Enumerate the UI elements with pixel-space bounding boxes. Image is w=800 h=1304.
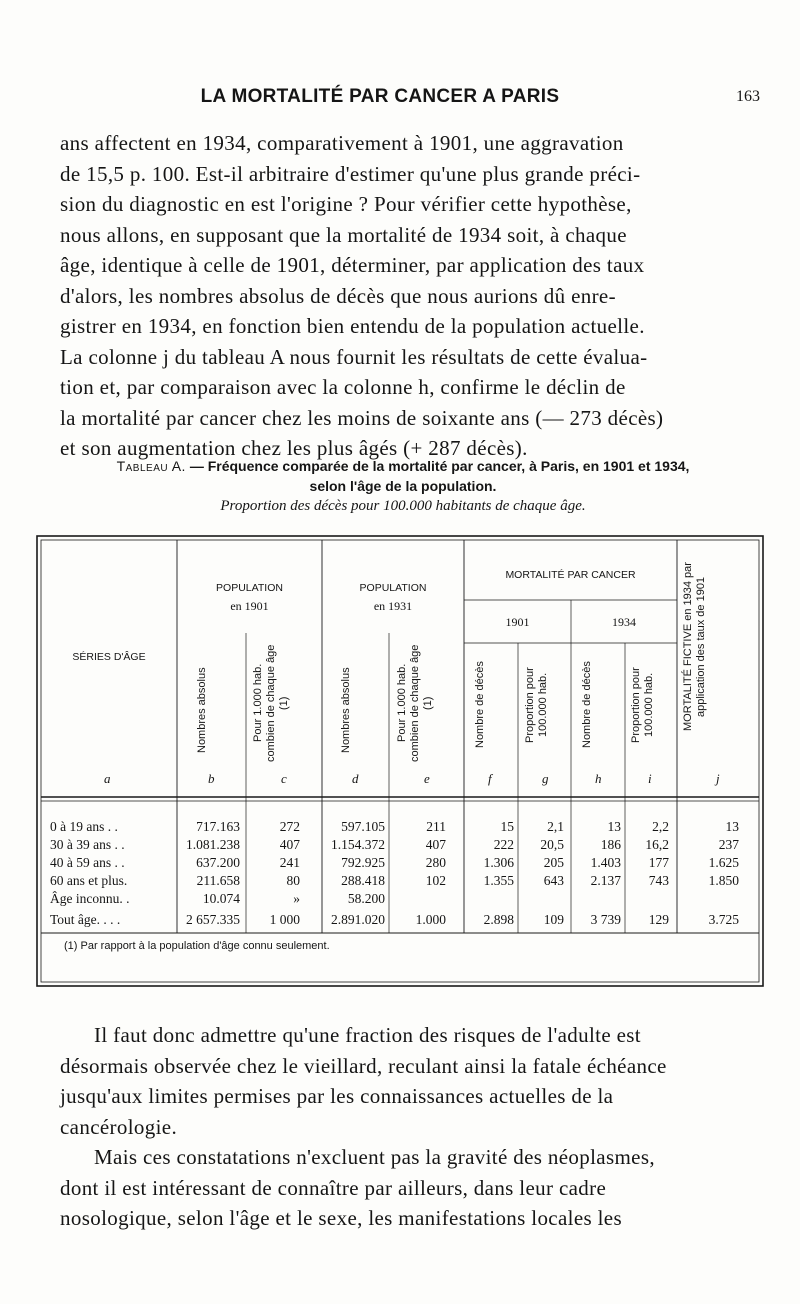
- text-line: gistrer en 1934, en fonction bien entendu de la population actuelle.: [60, 314, 645, 338]
- text-line: Mais ces constatations n'excluent pas la gravité des néoplasmes,: [94, 1145, 655, 1169]
- header-population-1931-year: en 1931: [373, 599, 413, 613]
- table-cell-d: 58.200: [347, 891, 385, 906]
- column-letter-i: i: [648, 771, 652, 786]
- caption-label: Tableau A.: [116, 458, 186, 474]
- table-cell-c: 407: [279, 837, 300, 852]
- table-cell-f: 15: [500, 819, 514, 834]
- header-population-1901-year: en 1901: [230, 599, 269, 613]
- table-cell-j: 1.850: [708, 873, 739, 888]
- text-line: nous allons, en supposant que la mortalité de 1934 soit, à chaque: [60, 222, 627, 247]
- table-cell-b: 717.163: [196, 819, 240, 834]
- row-age-label: 30 à 39 ans . .: [50, 837, 125, 852]
- column-letter-f: f: [488, 771, 492, 786]
- table-cell-g: 643: [543, 873, 564, 888]
- table-cell-g: 20,5: [540, 837, 564, 852]
- table-cell-c: 272: [279, 819, 300, 834]
- caption-title-line2: selon l'âge de la population.: [309, 478, 497, 494]
- header-pour-1000-e: Pour 1.000 hab. combien de chaque âge (1): [396, 644, 434, 762]
- text-line: et son augmentation chez les plus âgés (+ 287 décès).: [60, 436, 528, 460]
- table-cell-c: 241: [279, 855, 300, 870]
- text-line: sion du diagnostic en est l'origine ? Pour vérifier cette hypothèse,: [60, 192, 632, 216]
- running-head: [60, 86, 760, 110]
- column-letter-b: b: [208, 771, 215, 786]
- header-deces-h: Nombre de décès: [581, 661, 593, 749]
- text-line: âge, identique à celle de 1901, déterminer, par application des taux: [60, 253, 645, 277]
- column-letter-h: h: [595, 771, 602, 786]
- table-a: [36, 535, 764, 987]
- table-cell-g: 205: [543, 855, 564, 870]
- header-deces-f: Nombre de décès: [474, 661, 486, 749]
- table-cell-j: 13: [725, 819, 739, 834]
- paragraph-bottom: [60, 1020, 740, 1234]
- table-cell-b: 211.658: [196, 873, 240, 888]
- table-cell-d: 288.418: [341, 873, 385, 888]
- header-year-1934: 1934: [612, 615, 636, 629]
- header-population-1901: POPULATION: [216, 582, 283, 594]
- header-proportion-g: Proportion pour 100.000 hab.: [524, 667, 549, 743]
- table-cell-j: 3.725: [708, 912, 739, 927]
- table-cell-b: 10.074: [202, 891, 240, 906]
- text-line: désormais observée chez le vieillard, reculant ainsi la fatale échéance: [60, 1053, 667, 1078]
- table-cell-g: 2,1: [547, 819, 564, 834]
- table-cell-e: 280: [425, 855, 446, 870]
- table-cell-b: 2 657.335: [186, 912, 240, 927]
- table-cell-c: 1 000: [269, 912, 300, 927]
- header-population-1931: POPULATION: [359, 582, 427, 594]
- table-cell-d: 2.891.020: [331, 912, 385, 927]
- text-line: ans affectent en 1934, comparativement à 1901, une aggravation: [60, 131, 624, 155]
- caption-subtitle: Proportion des décès pour 100.000 habitants de chaque âge.: [220, 498, 586, 514]
- text-line: Il faut donc admettre qu'une fraction des risques de l'adulte est: [94, 1023, 641, 1047]
- table-cell-d: 1.154.372: [331, 837, 385, 852]
- table-cell-i: 743: [648, 873, 669, 888]
- header-proportion-i: Proportion pour 100.000 hab.: [630, 667, 655, 743]
- table-cell-h: 3 739: [590, 912, 621, 927]
- header-fictive: MORTALITÉ FICTIVE en 1934 par application des taux de 1901: [682, 562, 707, 732]
- table-cell-i: 177: [648, 855, 669, 870]
- table-cell-f: 2.898: [483, 912, 514, 927]
- table-cell-c: 80: [286, 873, 300, 888]
- table-cell-b: 637.200: [196, 855, 240, 870]
- column-letter-j: j: [716, 771, 720, 786]
- table-cell-h: 2.137: [590, 873, 621, 888]
- text-line: la mortalité par cancer chez les moins de soixante ans (— 273 décès): [60, 405, 664, 430]
- table-cell-e: 407: [425, 837, 446, 852]
- row-age-label: Âge inconnu. .: [50, 891, 130, 906]
- column-letter-c: c: [281, 771, 287, 786]
- table-cell-i: 2,2: [652, 819, 669, 834]
- column-letter-e: e: [424, 771, 430, 786]
- table-cell-i: 129: [648, 912, 669, 927]
- table-cell-g: 109: [543, 912, 564, 927]
- text-line: dont il est intéressant de connaître par ailleurs, dans leur cadre: [60, 1175, 607, 1200]
- paragraph-top: [60, 128, 740, 464]
- table-cell-f: 1.355: [483, 873, 514, 888]
- column-letter-g: g: [542, 771, 549, 786]
- table-cell-d: 597.105: [341, 819, 385, 834]
- text-line: nosologique, selon l'âge et le sexe, les manifestations locales les: [60, 1206, 623, 1230]
- header-nombres-absolus-d: Nombres absolus: [340, 667, 352, 753]
- table-cell-d: 792.925: [341, 855, 385, 870]
- table-cell-h: 186: [600, 837, 621, 852]
- header-pour-1000-c: Pour 1.000 hab. combien de chaque âge (1): [252, 644, 290, 762]
- table-cell-f: 1.306: [483, 855, 514, 870]
- header-series: SÉRIES D'ÂGE: [72, 651, 146, 663]
- header-mortality: MORTALITÉ PAR CANCER: [505, 569, 636, 581]
- table-cell-h: 1.403: [590, 855, 621, 870]
- row-age-label: 40 à 59 ans . .: [50, 855, 125, 870]
- table-cell-j: 237: [718, 837, 739, 852]
- table-cell-i: 16,2: [645, 837, 669, 852]
- text-line: d'alors, les nombres absolus de décès que nous aurions dû enre-: [60, 283, 616, 308]
- row-age-label: 60 ans et plus.: [50, 873, 128, 888]
- table-cell-e: 102: [425, 873, 446, 888]
- text-line: de 15,5 p. 100. Est-il arbitraire d'estimer qu'une plus grande préci-: [60, 161, 641, 186]
- table-cell-h: 13: [607, 819, 621, 834]
- column-letter-d: d: [352, 771, 359, 786]
- text-line: tion et, par comparaison avec la colonne h, confirme le déclin de: [60, 375, 626, 399]
- table-cell-j: 1.625: [708, 855, 739, 870]
- row-age-label: 0 à 19 ans . .: [50, 819, 118, 834]
- table-caption: [34, 456, 772, 516]
- table-cell-c: »: [293, 891, 300, 906]
- page-number: 163: [736, 88, 760, 105]
- table-cell-f: 222: [493, 837, 514, 852]
- header-nombres-absolus-b: Nombres absolus: [196, 667, 208, 753]
- caption-title-line1: — Fréquence comparée de la mortalité par cancer, à Paris, en 1901 et 1934,: [189, 458, 690, 474]
- table-cell-e: 211: [426, 819, 446, 834]
- row-age-label: Tout âge. . . .: [50, 912, 121, 927]
- table-footnote: (1) Par rapport à la population d'âge connu seulement.: [64, 940, 330, 952]
- table-cell-b: 1.081.238: [186, 837, 240, 852]
- text-line: La colonne j du tableau A nous fournit les résultats de cette évalua-: [60, 344, 648, 369]
- header-year-1901: 1901: [505, 615, 530, 629]
- text-line: cancérologie.: [60, 1114, 178, 1139]
- column-letter-a: a: [104, 771, 111, 786]
- table-cell-e: 1.000: [415, 912, 446, 927]
- running-head-title: LA MORTALITÉ PAR CANCER A PARIS: [200, 86, 560, 107]
- text-line: jusqu'aux limites permises par les connaissances actuelles de la: [60, 1084, 614, 1108]
